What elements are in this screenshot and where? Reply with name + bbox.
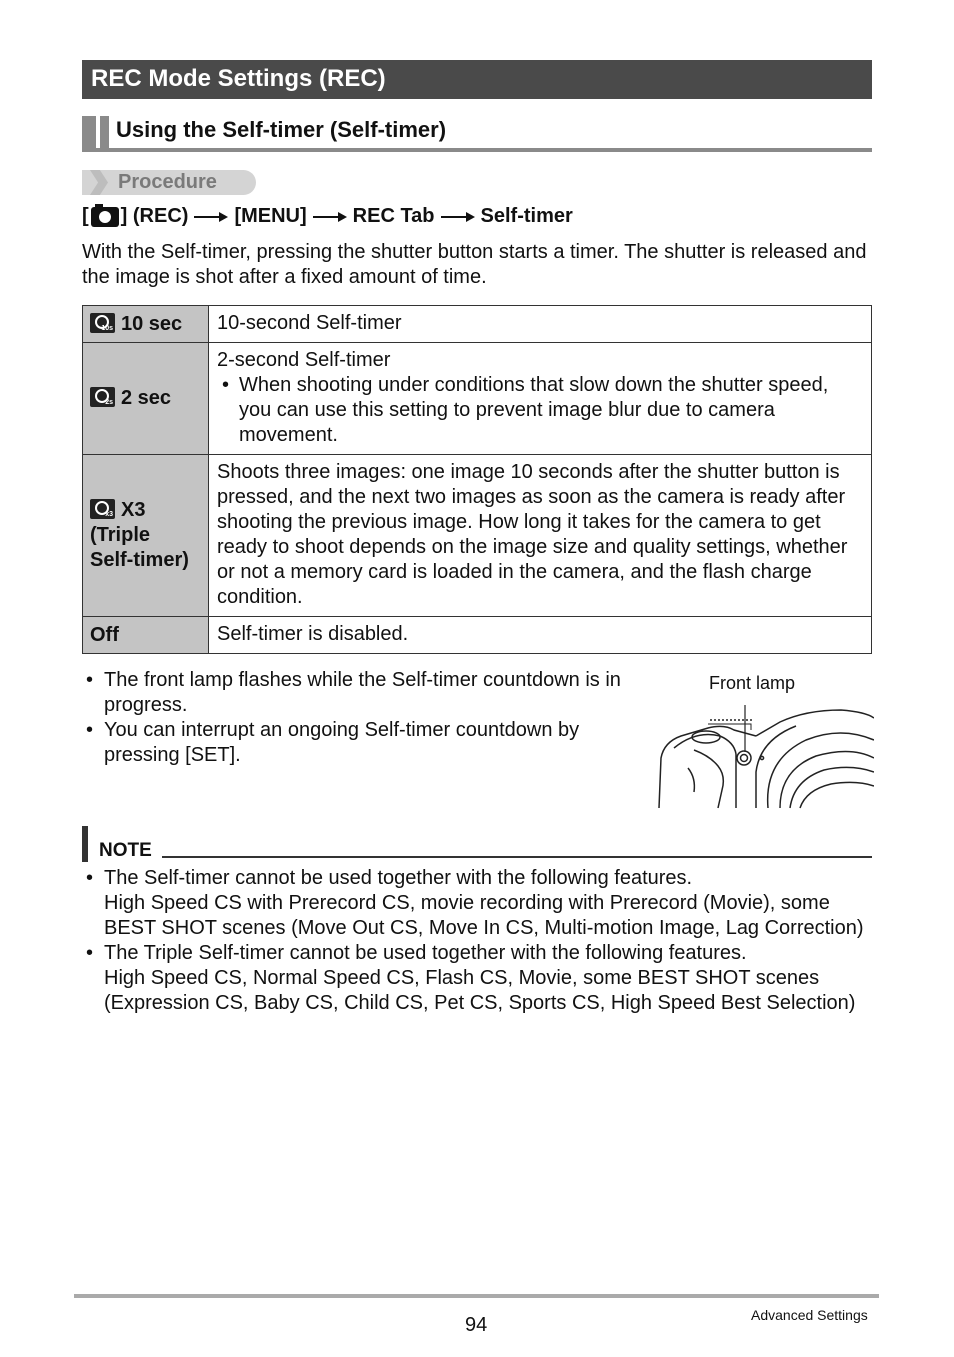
- divider: [162, 856, 872, 858]
- note-title: NOTE: [99, 840, 152, 861]
- procedure-label-box: [82, 170, 256, 195]
- note-list: [82, 866, 877, 1016]
- setting-key: Off: [83, 617, 209, 654]
- footer-section-name: Advanced Settings: [751, 1307, 868, 1323]
- subsection-marker: [82, 116, 96, 148]
- menu-path: [82, 205, 573, 228]
- self-timer-x3-icon: x3: [90, 499, 115, 519]
- arrow-right-icon: [441, 212, 475, 222]
- list-item: • When shooting under conditions that slow down the shutter speed, you can use this setting to prevent image blur due to camera movement.: [222, 374, 829, 446]
- self-timer-10s-icon: 10s: [90, 313, 115, 333]
- subsection-header: [82, 114, 872, 152]
- subsection-marker-2: [100, 116, 109, 148]
- camera-front-lamp-illustration: [656, 700, 874, 810]
- bullet-list: [82, 668, 632, 768]
- note-marker: [82, 826, 88, 862]
- path-menu: [MENU]: [234, 205, 307, 227]
- note-header: [82, 826, 872, 862]
- setting-key: 2s 2 sec: [83, 343, 209, 455]
- setting-description: 10-second Self-timer: [209, 306, 872, 343]
- path-rec: ] (REC): [120, 205, 189, 227]
- footer-divider: [74, 1294, 879, 1298]
- setting-key: 10s 10 sec: [83, 306, 209, 343]
- path-rec-tab: REC Tab: [352, 205, 435, 227]
- procedure-label: Procedure: [118, 171, 217, 193]
- page-number: 94: [465, 1314, 488, 1336]
- front-lamp-label: Front lamp: [709, 673, 796, 693]
- path-self-timer: Self-timer: [480, 205, 573, 227]
- section-title: REC Mode Settings (REC): [82, 60, 872, 99]
- subsection-title: Using the Self-timer (Self-timer): [116, 117, 447, 142]
- path-open-bracket: [: [82, 205, 89, 227]
- list-item: • The Triple Self-timer cannot be used together with the following features. High Speed CS, Normal Speed CS, Flash CS, Movie, some BEST SHOT scenes (Expression CS, Baby CS, Child CS, Pet CS, Sports CS, High Speed Best Selection): [86, 942, 856, 1014]
- table-row: [83, 617, 872, 654]
- settings-table: [82, 305, 872, 654]
- arrow-right-icon: [194, 212, 228, 222]
- chevron-right-icon: [90, 170, 108, 195]
- table-row: [83, 343, 872, 455]
- setting-key: x3 X3 (Triple Self-timer): [83, 455, 209, 617]
- list-item: • You can interrupt an ongoing Self-timer countdown by pressing [SET].: [86, 719, 580, 766]
- self-timer-2s-icon: 2s: [90, 387, 115, 407]
- table-row: [83, 306, 872, 343]
- setting-description: Self-timer is disabled.: [209, 617, 872, 654]
- intro-text: With the Self-timer, pressing the shutter button starts a timer. The shutter is released and the image is shot after a fixed amount of time.: [82, 241, 867, 288]
- list-item: • The Self-timer cannot be used together with the following features. High Speed CS with Prerecord CS, movie recording with Prerecord (Movie), some BEST SHOT scenes (Move Out CS, Move In CS, Multi-motion Image, Lag Correction): [86, 867, 864, 939]
- camera-icon: [91, 207, 119, 227]
- setting-description: 2-second Self-timer • When shooting under conditions that slow down the shutter speed, you can use this setting to prevent image blur due to camera movement.: [209, 343, 872, 455]
- table-row: [83, 455, 872, 617]
- setting-description: Shoots three images: one image 10 seconds after the shutter button is pressed, and the next two images as soon as the camera is ready after shooting the previous image. How long it takes for the camera to get ready to shoot depends on the image size and quality settings, whether or not a memory card is loaded in the camera, and the flash charge condition.: [209, 455, 872, 617]
- list-item: • The front lamp flashes while the Self-timer countdown is in progress.: [86, 669, 621, 716]
- arrow-right-icon: [313, 212, 347, 222]
